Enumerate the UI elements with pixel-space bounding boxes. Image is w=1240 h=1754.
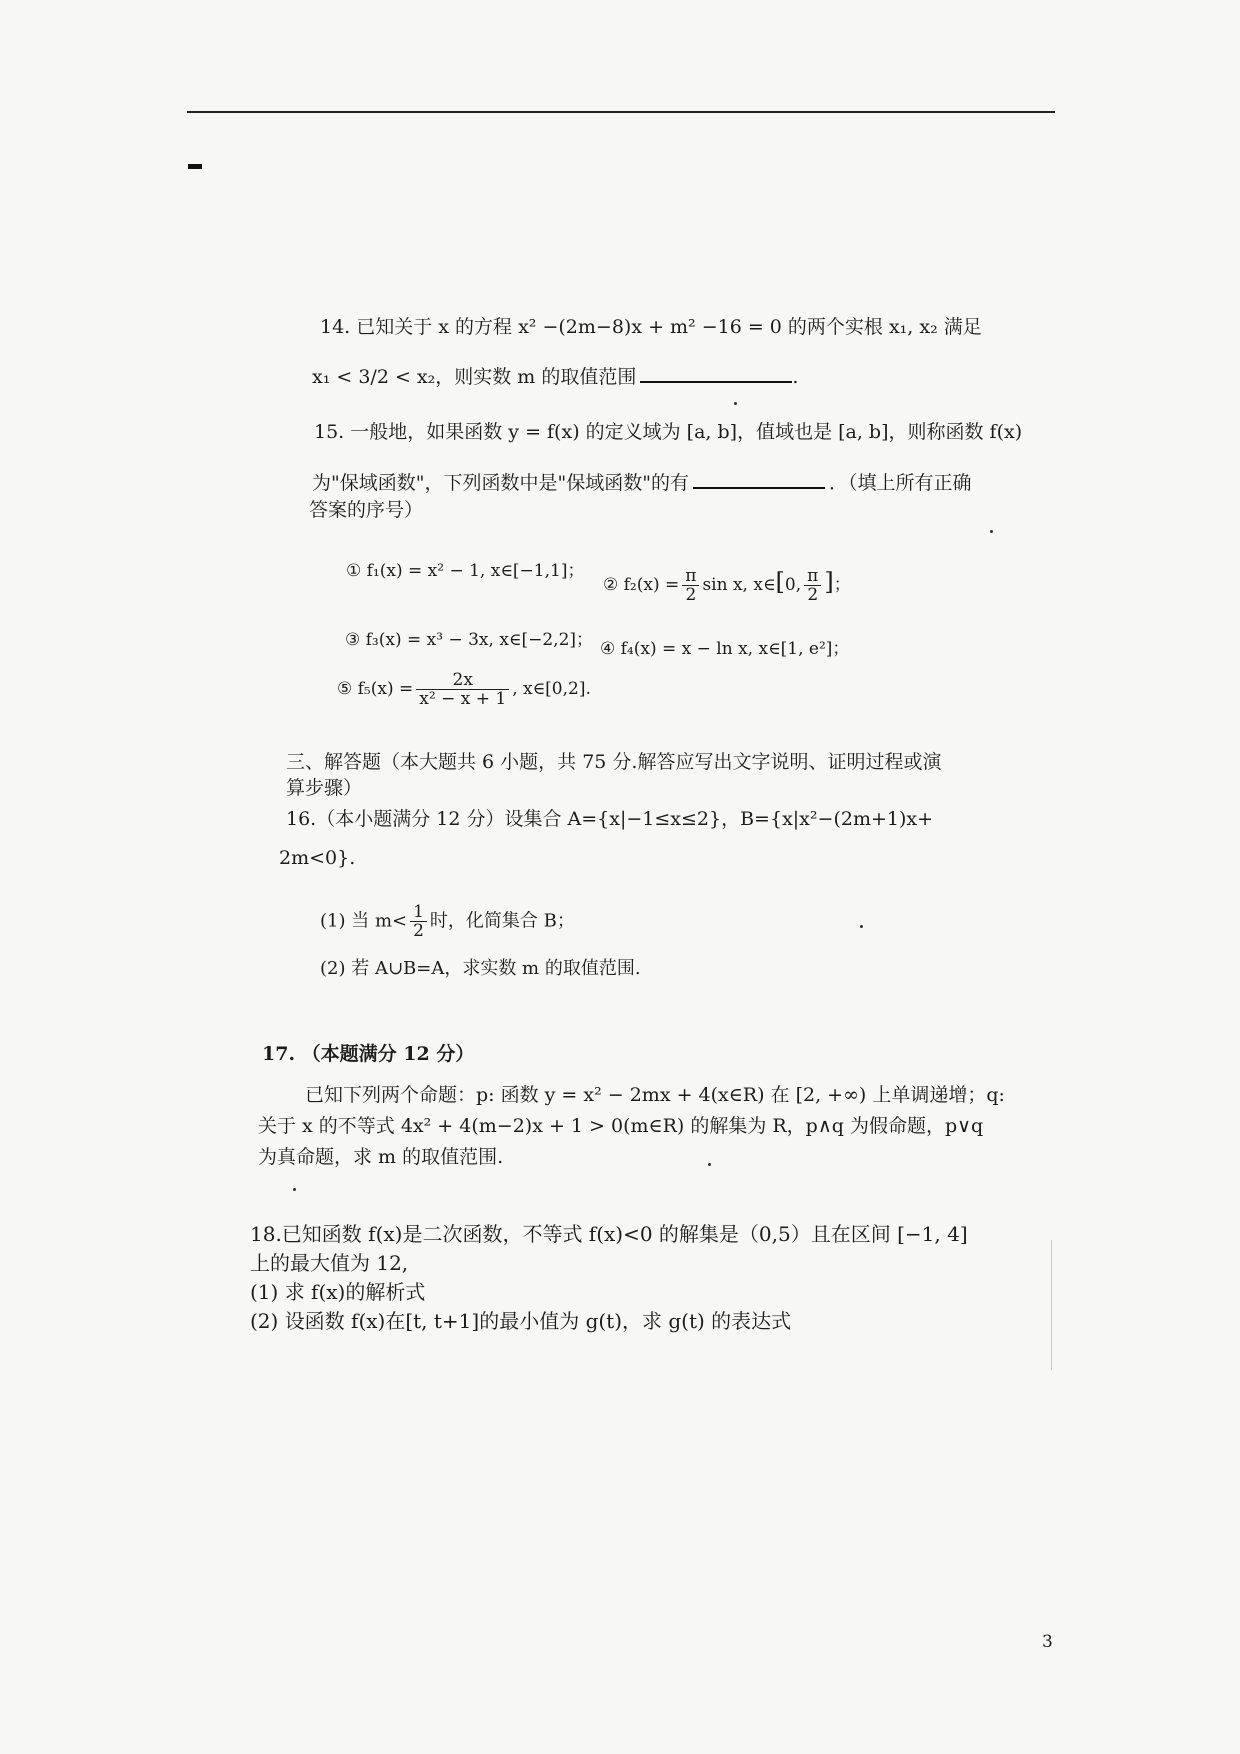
scan-speck [990,530,993,533]
q17-heading [262,1041,474,1067]
fraction-denominator: 2 [807,585,819,605]
q18-line-3 [250,1279,425,1305]
q15-text-1: 15. 一般地，如果函数 y = f(x) 的定义域为 [a, b]，值域也是 [a, b]，则称函数 f(x) [314,421,1023,443]
fraction-numerator: 1 [410,903,427,922]
option-5-prefix: ⑤ f₅(x) = [337,679,414,699]
scan-speck [293,1188,296,1191]
section-3-line-1 [286,749,941,775]
q18-line-2 [250,1250,408,1276]
q16-part-2-text: (2) 若 A∪B=A，求实数 m 的取值范围. [320,958,641,979]
fraction-denominator: 2 [685,585,697,605]
option-5 [337,671,591,708]
q16-part-2 [320,956,641,982]
option-2: ② f₂(x) = $\frac{\pi}{2}$ sin x, x∈[0, $\frac{\pi}{2}$ ]； [603,566,851,605]
q17-text-3: 为真命题，求 m 的取值范围. [258,1146,504,1168]
scan-edge-line [1051,1240,1052,1370]
page-number: 3 [1042,1632,1053,1652]
corner-mark [188,164,202,169]
left-bracket: [ [775,568,785,596]
q17-heading-text: 17. （本题满分 12 分） [262,1043,475,1065]
scan-speck [860,925,863,928]
q16-part-1-prefix: (1) 当 m< [320,910,408,932]
option-2-fraction-interval [804,567,821,604]
option-3-text: ③ f₃(x) = x³ − 3x, x∈[−2,2]； [345,630,594,650]
q18-text-4: (2) 设函数 f(x)在[t, t+1]的最小值为 g(t)，求 g(t) 的表达式 [250,1309,792,1333]
q14-line-2: x₁ < 3/2 < x₂，则实数 m 的取值范围 . [312,363,798,390]
q18-text-1: 18.已知函数 f(x)是二次函数，不等式 f(x)<0 的解集是（0,5）且在区间 [−1, 4] [250,1222,968,1246]
option-2-middle: sin x, x∈ [702,575,776,595]
q14-line-1 [320,314,982,340]
option-4 [600,636,849,662]
option-1 [346,558,584,584]
q18-text-2: 上的最大值为 12, [250,1251,409,1275]
q15-answer-blank[interactable] [693,469,825,489]
option-5-fraction [416,671,509,708]
q18-line-1 [250,1221,968,1247]
option-2-end: ； [833,575,851,595]
q14-answer-blank[interactable] [640,363,792,383]
section-3-text-2: 算步骤） [286,777,363,799]
q16-line-1 [286,806,933,832]
q16-text-2: 2m<0}. [279,847,356,869]
q15-text-2b: ．（填上所有正确 [828,472,972,494]
q17-line-3 [258,1144,503,1170]
option-2-prefix: ② f₂(x) = [603,575,680,595]
option-2-fraction-pi [682,567,699,604]
q15-text-3: 答案的序号） [309,499,424,521]
section-3-text-1: 三、解答题（本大题共 6 小题，共 75 分.解答应写出文字说明、证明过程或演 [286,751,942,773]
q15-line-3 [309,497,423,523]
q16-line-2 [279,845,355,871]
q16-part-1-suffix: 时，化简集合 B； [429,910,575,932]
q17-text-2: 关于 x 的不等式 4x² + 4(m−2)x + 1 > 0(m∈R) 的解集为 R，p∧q 为假命题，p∨q [258,1115,984,1137]
q17-line-1 [305,1082,1005,1108]
q15-text-2a: 为"保域函数"，下列函数中是"保域函数"的有 [312,472,689,494]
section-3-line-2 [286,775,362,801]
q14-text-2: x₁ < 3/2 < x₂，则实数 m 的取值范围 [312,366,637,388]
scan-speck [734,402,737,405]
q17-text-1: 已知下列两个命题：p: 函数 y = x² − 2mx + 4(x∈R) 在 [2, +∞) 上单调递增；q: [305,1084,1005,1106]
fraction-numerator: π [804,567,821,586]
q15-line-2 [312,469,971,496]
q17-line-2 [258,1113,983,1139]
option-4-text: ④ f₄(x) = x − ln x, x∈[1, e²]； [600,639,850,659]
q16-fraction-half [410,903,427,940]
q14-text-1: 14. 已知关于 x 的方程 x² −(2m−8)x + m² −16 = 0 的两个实根 x₁, x₂ 满足 [320,316,982,338]
fraction-numerator: π [682,567,699,586]
q16-part-1 [320,903,575,940]
option-3 [345,627,593,653]
fraction-denominator: x² − x + 1 [419,689,507,709]
right-bracket: ] [824,568,834,596]
option-5-end: , x∈[0,2]. [512,679,591,699]
option-1-text: ① f₁(x) = x² − 1, x∈[−1,1]； [346,561,585,581]
q16-text-1: 16.（本小题满分 12 分）设集合 A={x|−1≤x≤2}，B={x|x²−(2m+1)x+ [286,808,934,830]
header-rule [187,111,1055,113]
q18-text-3: (1) 求 f(x)的解析式 [250,1280,426,1304]
fraction-denominator: 2 [413,921,424,941]
q18-line-4 [250,1308,791,1334]
fraction-numerator: 2x [416,671,509,690]
q15-line-1 [314,419,1022,445]
scan-speck [708,1163,711,1166]
